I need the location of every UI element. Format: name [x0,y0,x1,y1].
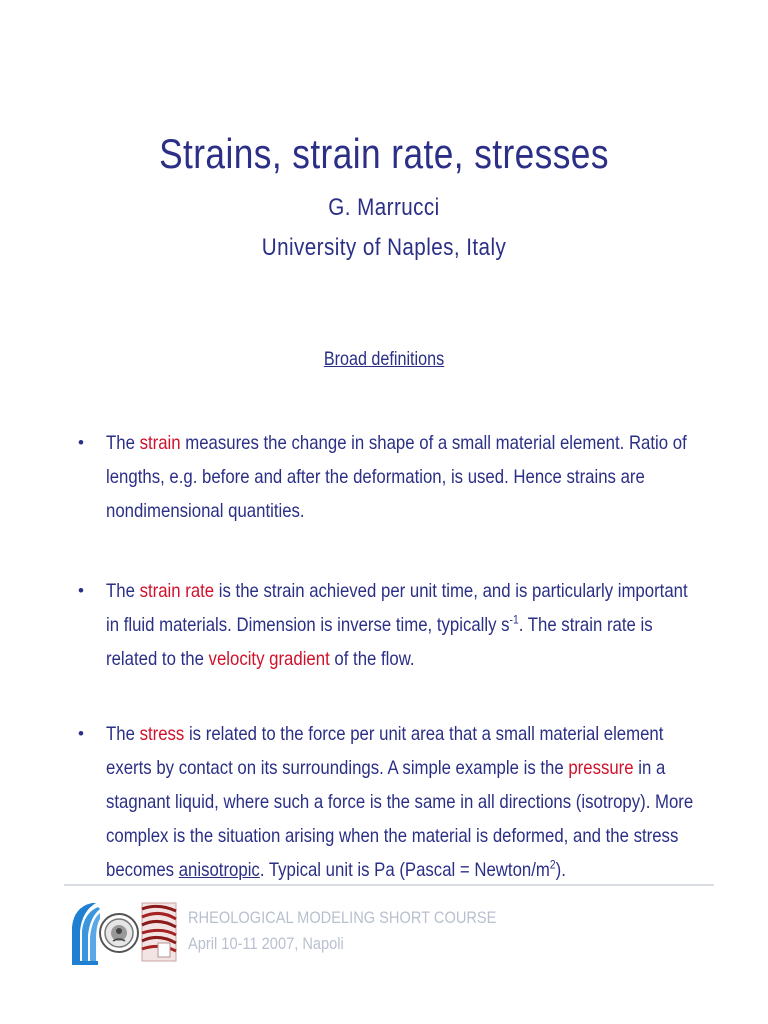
text-run: The [106,723,140,745]
term-anisotropic: anisotropic [178,859,260,881]
footer-course-date: April 10-11 2007, Napoli [188,934,344,953]
footer-course-name: RHEOLOGICAL MODELING SHORT COURSE [188,908,497,927]
footer-divider [64,884,714,886]
section-heading: Broad definitions [323,349,445,370]
term-pressure: pressure [568,757,634,779]
bullet-text [106,574,699,676]
bullet-marker: • [78,433,84,452]
author-name: G. Marrucci [328,194,440,221]
superscript: 2 [549,857,556,872]
text-run: is related to the force per unit area that a small material element exerts by contact on its surroundings. A simple example is the [106,723,664,779]
term-velocity-gradient: velocity gradient [208,648,330,670]
text-run: is the strain achieved per unit time, and is particularly important in fluid materials. Dimension is inverse time, typically s [106,580,688,636]
text-run: in a stagnant liquid, where such a force is the same in all directions (isotropy). More complex is the situation arising when the material is deformed, and the stress becomes [106,757,694,881]
course-logo-icon [142,903,176,961]
text-run: . Typical unit is Pa (Pascal = Newton/m [259,859,550,881]
term-stress: stress [139,723,185,745]
institution-logo-icon [72,903,100,965]
text-run: . The strain rate is related to the [106,614,653,670]
slide-title: Strains, strain rate, stresses [159,130,609,177]
footer-logos [70,897,180,967]
term-strain: strain [139,432,181,454]
text-run: measures the change in shape of a small material element. Ratio of lengths, e.g. before and after the deformation, is used. Hence strains are nondimensional quantities. [106,432,687,522]
bullet-text [106,426,699,528]
university-seal-icon [100,914,138,952]
bullet-text [106,717,699,887]
logo-group-icon [70,897,180,967]
text-run: The [106,432,140,454]
text-run: of the flow. [329,648,415,670]
text-run: The [106,580,140,602]
text-run: ). [555,859,566,881]
bullet-marker: • [78,724,84,743]
superscript: -1 [509,612,519,627]
author-affiliation: University of Naples, Italy [261,234,507,261]
bullet-marker: • [78,581,84,600]
term-strain-rate: strain rate [139,580,215,602]
